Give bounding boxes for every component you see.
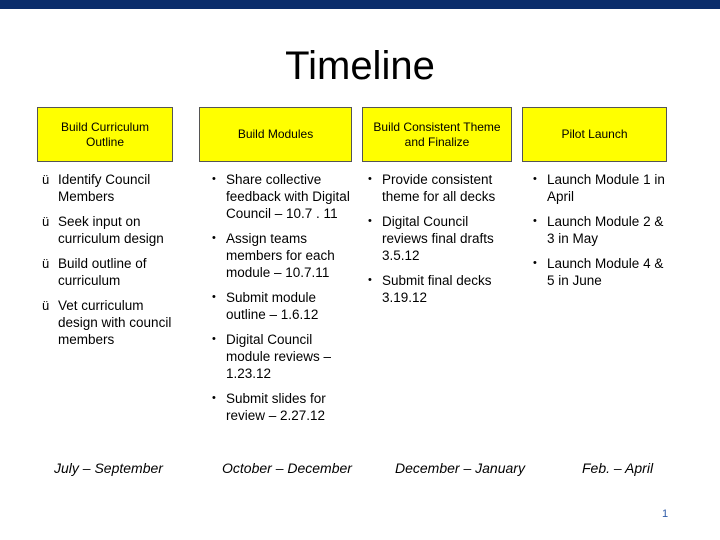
phase-header-build-modules	[199, 107, 352, 162]
list-item-text: Identify Council Members	[58, 172, 151, 204]
list-item-text: Launch Module 1 in April	[547, 172, 665, 204]
column-curriculum-outline	[42, 171, 182, 356]
list-item	[212, 331, 352, 382]
page-number: 1	[662, 508, 669, 520]
bullet-icon: •	[212, 392, 216, 404]
bullet-icon: •	[368, 173, 372, 185]
list-item	[533, 255, 673, 289]
bullet-icon: •	[368, 274, 372, 286]
bullet-icon: •	[212, 173, 216, 185]
column-consistent-theme	[368, 171, 510, 314]
list-item	[42, 255, 182, 289]
list-item	[212, 230, 352, 281]
list-item	[42, 297, 182, 348]
list-item-text: Submit slides for review – 2.27.12	[226, 391, 326, 423]
check-icon: ü	[42, 256, 50, 271]
period-label: December – January	[395, 460, 525, 476]
phase-label: Build Consistent Theme and Finalize	[373, 119, 501, 149]
bullet-icon: •	[212, 291, 216, 303]
list-item-text: Submit final decks 3.19.12	[382, 273, 492, 305]
top-accent-bar	[0, 0, 720, 9]
list-item-text: Launch Module 2 & 3 in May	[547, 214, 664, 246]
check-icon: ü	[42, 214, 50, 229]
list-item-text: Launch Module 4 & 5 in June	[547, 256, 664, 288]
phase-header-pilot-launch	[522, 107, 667, 162]
slide-title: Timeline	[285, 44, 435, 88]
list-item	[212, 289, 352, 323]
list-item	[368, 171, 510, 205]
list-item-text: Seek input on curriculum design	[58, 214, 164, 246]
list-item-text: Provide consistent theme for all decks	[382, 172, 496, 204]
list-item-text: Assign teams members for each module – 10.7.11	[226, 231, 335, 280]
list-item-text: Digital Council module reviews – 1.23.12	[226, 332, 332, 381]
list-item	[42, 171, 182, 205]
bullet-icon: •	[212, 232, 216, 244]
period-label: July – September	[54, 460, 163, 476]
list-item	[533, 213, 673, 247]
list-item-text: Submit module outline – 1.6.12	[226, 290, 319, 322]
phase-label: Build Curriculum Outline	[60, 119, 150, 149]
bullet-icon: •	[368, 215, 372, 227]
list-item	[368, 213, 510, 264]
column-pilot-launch	[533, 171, 673, 297]
list-item	[533, 171, 673, 205]
list-item-text: Digital Council reviews final drafts 3.5.12	[382, 214, 494, 263]
bullet-icon: •	[533, 215, 537, 227]
period-label: October – December	[222, 460, 352, 476]
list-item-text: Vet curriculum design with council members	[58, 298, 172, 347]
phase-label: Pilot Launch	[561, 127, 628, 141]
bullet-icon: •	[533, 257, 537, 269]
check-icon: ü	[42, 172, 50, 187]
list-item-text: Build outline of curriculum	[58, 256, 147, 288]
bullet-icon: •	[533, 173, 537, 185]
list-item	[212, 171, 352, 222]
list-item	[42, 213, 182, 247]
list-item	[212, 390, 352, 424]
phase-label: Build Modules	[237, 127, 314, 141]
list-item-text: Share collective feedback with Digital Council – 10.7 . 11	[226, 172, 350, 221]
phase-header-curriculum-outline	[37, 107, 173, 162]
bullet-icon: •	[212, 333, 216, 345]
phase-header-consistent-theme	[362, 107, 512, 162]
period-label: Feb. – April	[582, 460, 654, 476]
check-icon: ü	[42, 298, 50, 313]
column-build-modules	[212, 171, 352, 432]
list-item	[368, 272, 510, 306]
